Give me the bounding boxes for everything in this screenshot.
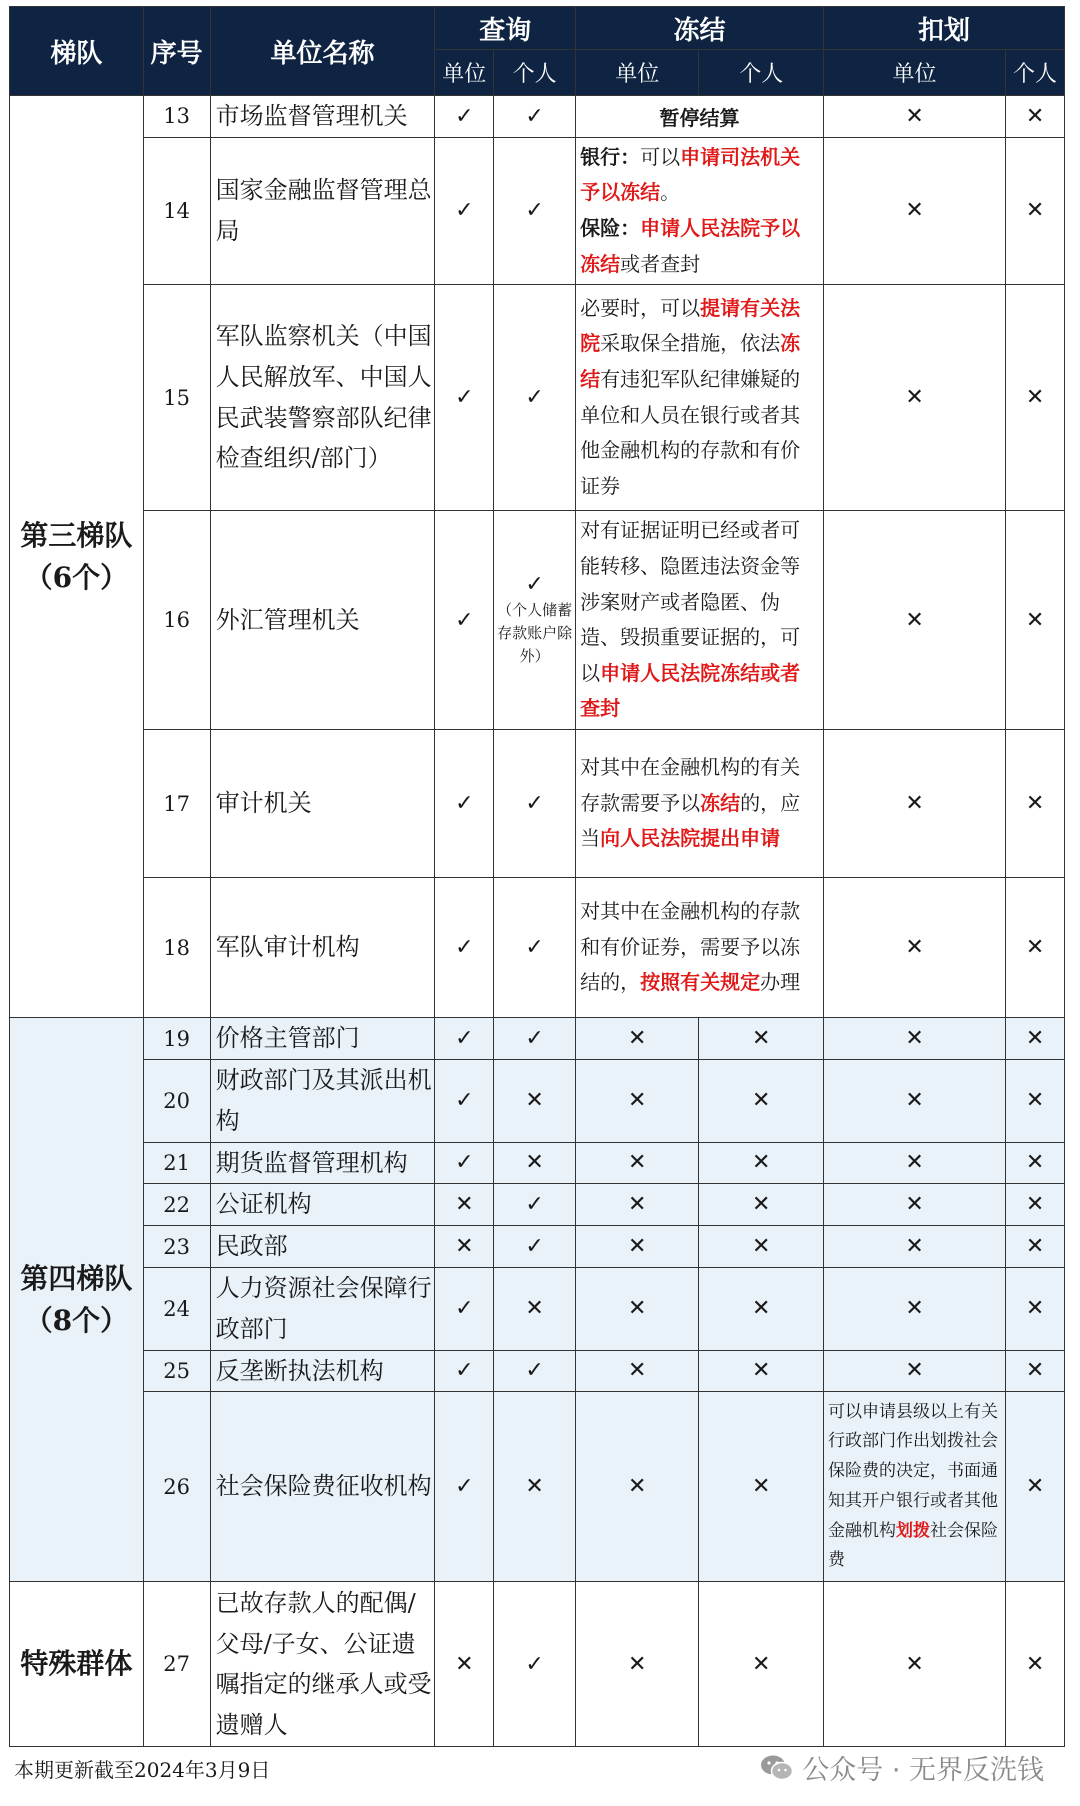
freeze-unit-mark: ✕: [576, 1582, 699, 1747]
query-person-mark: ✓: [494, 878, 576, 1018]
deduct-person-mark: ✕: [1006, 96, 1065, 138]
deduct-unit-mark: ✕: [823, 511, 1005, 730]
unit-name-cell: 外汇管理机关: [210, 511, 435, 730]
query-person-mark: ✕: [494, 1059, 576, 1142]
tier3-label: 第三梯队: [20, 518, 133, 552]
update-date-note: 本期更新截至2024年3月9日: [14, 1758, 271, 1782]
query-unit-mark: ✓: [435, 137, 494, 284]
freeze-person-mark: ✕: [699, 1350, 824, 1392]
query-unit-mark: ✓: [435, 285, 494, 511]
query-unit-mark: ✓: [435, 96, 494, 138]
unit-name-cell: 国家金融监督管理总局: [210, 137, 435, 284]
freeze-unit-mark: ✕: [576, 1184, 699, 1226]
tier3-group-cell: [10, 96, 144, 1018]
deduct-person-mark: ✕: [1006, 1226, 1065, 1268]
tier3-count: （6个）: [24, 560, 129, 594]
table-row: [10, 730, 1065, 878]
table-row: [10, 1059, 1065, 1142]
header-seq: 序号: [143, 7, 210, 96]
unit-name-cell: 民政部: [210, 1226, 435, 1268]
seq-cell: 20: [143, 1059, 210, 1142]
deduct-person-mark: ✕: [1006, 1142, 1065, 1184]
table-row: [10, 511, 1065, 730]
header-deduct-person: 个人: [1006, 50, 1065, 96]
deduct-unit-mark: ✕: [823, 1018, 1005, 1060]
table-row: [10, 878, 1065, 1018]
unit-name-cell: 财政部门及其派出机构: [210, 1059, 435, 1142]
header-deduct: 扣划: [823, 7, 1064, 50]
table-row: [10, 285, 1065, 511]
query-unit-mark: ✓: [435, 1018, 494, 1060]
table-row: [10, 1018, 1065, 1060]
seq-cell: 14: [143, 137, 210, 284]
freeze-unit-mark: ✕: [576, 1226, 699, 1268]
header-tier: 梯队: [10, 7, 144, 96]
seq-cell: 23: [143, 1226, 210, 1268]
header-row-main: [10, 7, 1065, 50]
deduct-unit-mark: ✕: [823, 878, 1005, 1018]
query-unit-mark: ✕: [435, 1582, 494, 1747]
seq-cell: 26: [143, 1392, 210, 1582]
deduct-unit-mark: ✕: [823, 1142, 1005, 1184]
header-query-unit: 单位: [435, 50, 494, 96]
query-person-mark: ✓: [494, 137, 576, 284]
seq-cell: 13: [143, 96, 210, 138]
table-row: [10, 1350, 1065, 1392]
table-row: [10, 1184, 1065, 1226]
seq-cell: 17: [143, 730, 210, 878]
deduct-unit-mark: ✕: [823, 1350, 1005, 1392]
header-freeze-unit: 单位: [576, 50, 699, 96]
unit-name-cell: 军队监察机关（中国人民解放军、中国人民武装警察部队纪律检查组织/部门）: [210, 285, 435, 511]
special-label: 特殊群体: [20, 1647, 133, 1681]
header-deduct-unit: 单位: [823, 50, 1005, 96]
tier4-label: 第四梯队: [20, 1261, 133, 1295]
header-freeze-person: 个人: [699, 50, 824, 96]
query-person-mark: ✕: [494, 1392, 576, 1582]
table-row: [10, 1267, 1065, 1350]
seq-cell: 25: [143, 1350, 210, 1392]
query-person-cell: [494, 511, 576, 730]
freeze-person-mark: ✕: [699, 1018, 824, 1060]
query-person-mark: ✓: [494, 1350, 576, 1392]
seq-cell: 22: [143, 1184, 210, 1226]
query-person-mark: ✓: [494, 285, 576, 511]
query-unit-mark: ✓: [435, 1142, 494, 1184]
unit-name-cell: 价格主管部门: [210, 1018, 435, 1060]
deduct-unit-mark: ✕: [823, 1582, 1005, 1747]
unit-name-cell: 期货监督管理机构: [210, 1142, 435, 1184]
query-person-mark: ✕: [494, 1267, 576, 1350]
table-row: [10, 137, 1065, 284]
freeze-note: 必要时，可以提请有关法院采取保全措施，依法冻结有违犯军队纪律嫌疑的单位和人员在银行或者其他金融机构的存款和有价证券: [576, 285, 824, 511]
unit-name-cell: 社会保险费征收机构: [210, 1392, 435, 1582]
table-row: [10, 1226, 1065, 1268]
tier4-count: （8个）: [24, 1303, 129, 1337]
deduct-person-mark: ✕: [1006, 511, 1065, 730]
deduct-person-mark: ✕: [1006, 1392, 1065, 1582]
freeze-note: 暂停结算: [576, 96, 824, 138]
query-unit-mark: ✕: [435, 1226, 494, 1268]
deduct-person-mark: ✕: [1006, 1059, 1065, 1142]
query-unit-mark: ✕: [435, 1184, 494, 1226]
query-person-mark: ✕: [494, 1142, 576, 1184]
deduct-person-mark: ✕: [1006, 1350, 1065, 1392]
deduct-note: 可以申请县级以上有关行政部门作出划拨社会保险费的决定，书面通知其开户银行或者其他金融机构划拨社会保险费: [823, 1392, 1005, 1582]
freeze-person-mark: ✕: [699, 1059, 824, 1142]
freeze-unit-mark: ✕: [576, 1018, 699, 1060]
header-query: 查询: [435, 7, 576, 50]
header-unit-name: 单位名称: [210, 7, 435, 96]
freeze-unit-mark: ✕: [576, 1267, 699, 1350]
freeze-person-mark: ✕: [699, 1267, 824, 1350]
freeze-person-mark: ✕: [699, 1142, 824, 1184]
authority-comparison-table: [9, 6, 1065, 1747]
table-row: [10, 1582, 1065, 1747]
query-person-mark: ✓: [494, 1184, 576, 1226]
unit-name-cell: 市场监督管理机关: [210, 96, 435, 138]
seq-cell: 16: [143, 511, 210, 730]
deduct-unit-mark: ✕: [823, 1184, 1005, 1226]
seq-cell: 18: [143, 878, 210, 1018]
header-query-person: 个人: [494, 50, 576, 96]
freeze-note: 对有证据证明已经或者可能转移、隐匿违法资金等涉案财产或者隐匿、伪造、毁损重要证据的，可以申请人民法院冻结或者查封: [576, 511, 824, 730]
watermark-text: 公众号 · 无界反洗钱: [802, 1755, 1044, 1786]
deduct-unit-mark: ✕: [823, 96, 1005, 138]
deduct-unit-mark: ✕: [823, 1267, 1005, 1350]
freeze-unit-mark: ✕: [576, 1142, 699, 1184]
query-unit-mark: ✓: [435, 730, 494, 878]
freeze-note: 对其中在金融机构的有关存款需要予以冻结的，应当向人民法院提出申请: [576, 730, 824, 878]
unit-name-cell: 反垄断执法机构: [210, 1350, 435, 1392]
unit-name-cell: 人力资源社会保障行政部门: [210, 1267, 435, 1350]
seq-cell: 24: [143, 1267, 210, 1350]
comparison-table-container: [9, 6, 1065, 1747]
deduct-person-mark: ✕: [1006, 1018, 1065, 1060]
tier4-group-cell: [10, 1018, 144, 1582]
deduct-person-mark: ✕: [1006, 137, 1065, 284]
table-row: [10, 96, 1065, 138]
unit-name-cell: 公证机构: [210, 1184, 435, 1226]
query-person-exception-note: （个人储蓄存款账户除外）: [497, 600, 573, 666]
freeze-note: 银行：可以申请司法机关予以冻结。 保险：申请人民法院予以冻结或者查封: [576, 137, 824, 284]
query-unit-mark: ✓: [435, 1059, 494, 1142]
query-unit-mark: ✓: [435, 1350, 494, 1392]
header-freeze: 冻结: [576, 7, 824, 50]
deduct-unit-mark: ✕: [823, 137, 1005, 284]
deduct-unit-mark: ✕: [823, 730, 1005, 878]
deduct-unit-mark: ✕: [823, 1226, 1005, 1268]
deduct-person-mark: ✕: [1006, 730, 1065, 878]
watermark: [760, 1748, 1044, 1787]
query-person-mark: ✓: [494, 96, 576, 138]
deduct-unit-mark: ✕: [823, 1059, 1005, 1142]
deduct-person-mark: ✕: [1006, 1184, 1065, 1226]
freeze-note: 对其中在金融机构的存款和有价证券，需要予以冻结的，按照有关规定办理: [576, 878, 824, 1018]
deduct-person-mark: ✕: [1006, 1267, 1065, 1350]
query-person-mark: ✓: [525, 571, 544, 597]
seq-cell: 21: [143, 1142, 210, 1184]
unit-name-cell: 已故存款人的配偶/父母/子女、公证遗嘱指定的继承人或受遗赠人: [210, 1582, 435, 1747]
deduct-unit-mark: ✕: [823, 285, 1005, 511]
seq-cell: 27: [143, 1582, 210, 1747]
seq-cell: 19: [143, 1018, 210, 1060]
freeze-person-mark: ✕: [699, 1392, 824, 1582]
freeze-unit-mark: ✕: [576, 1350, 699, 1392]
deduct-person-mark: ✕: [1006, 285, 1065, 511]
wechat-icon: [760, 1754, 794, 1782]
query-person-mark: ✓: [494, 1582, 576, 1747]
table-row: [10, 1392, 1065, 1582]
freeze-person-mark: ✕: [699, 1184, 824, 1226]
query-unit-mark: ✓: [435, 1267, 494, 1350]
unit-name-cell: 军队审计机构: [210, 878, 435, 1018]
freeze-person-mark: ✕: [699, 1226, 824, 1268]
query-person-mark: ✓: [494, 1018, 576, 1060]
special-group-cell: [10, 1582, 144, 1747]
seq-cell: 15: [143, 285, 210, 511]
query-unit-mark: ✓: [435, 878, 494, 1018]
query-unit-mark: ✓: [435, 511, 494, 730]
query-person-mark: ✓: [494, 1226, 576, 1268]
query-unit-mark: ✓: [435, 1392, 494, 1582]
deduct-person-mark: ✕: [1006, 1582, 1065, 1747]
freeze-person-mark: ✕: [699, 1582, 824, 1747]
table-row: [10, 1142, 1065, 1184]
deduct-person-mark: ✕: [1006, 878, 1065, 1018]
query-person-mark: ✓: [494, 730, 576, 878]
freeze-unit-mark: ✕: [576, 1392, 699, 1582]
unit-name-cell: 审计机关: [210, 730, 435, 878]
freeze-unit-mark: ✕: [576, 1059, 699, 1142]
